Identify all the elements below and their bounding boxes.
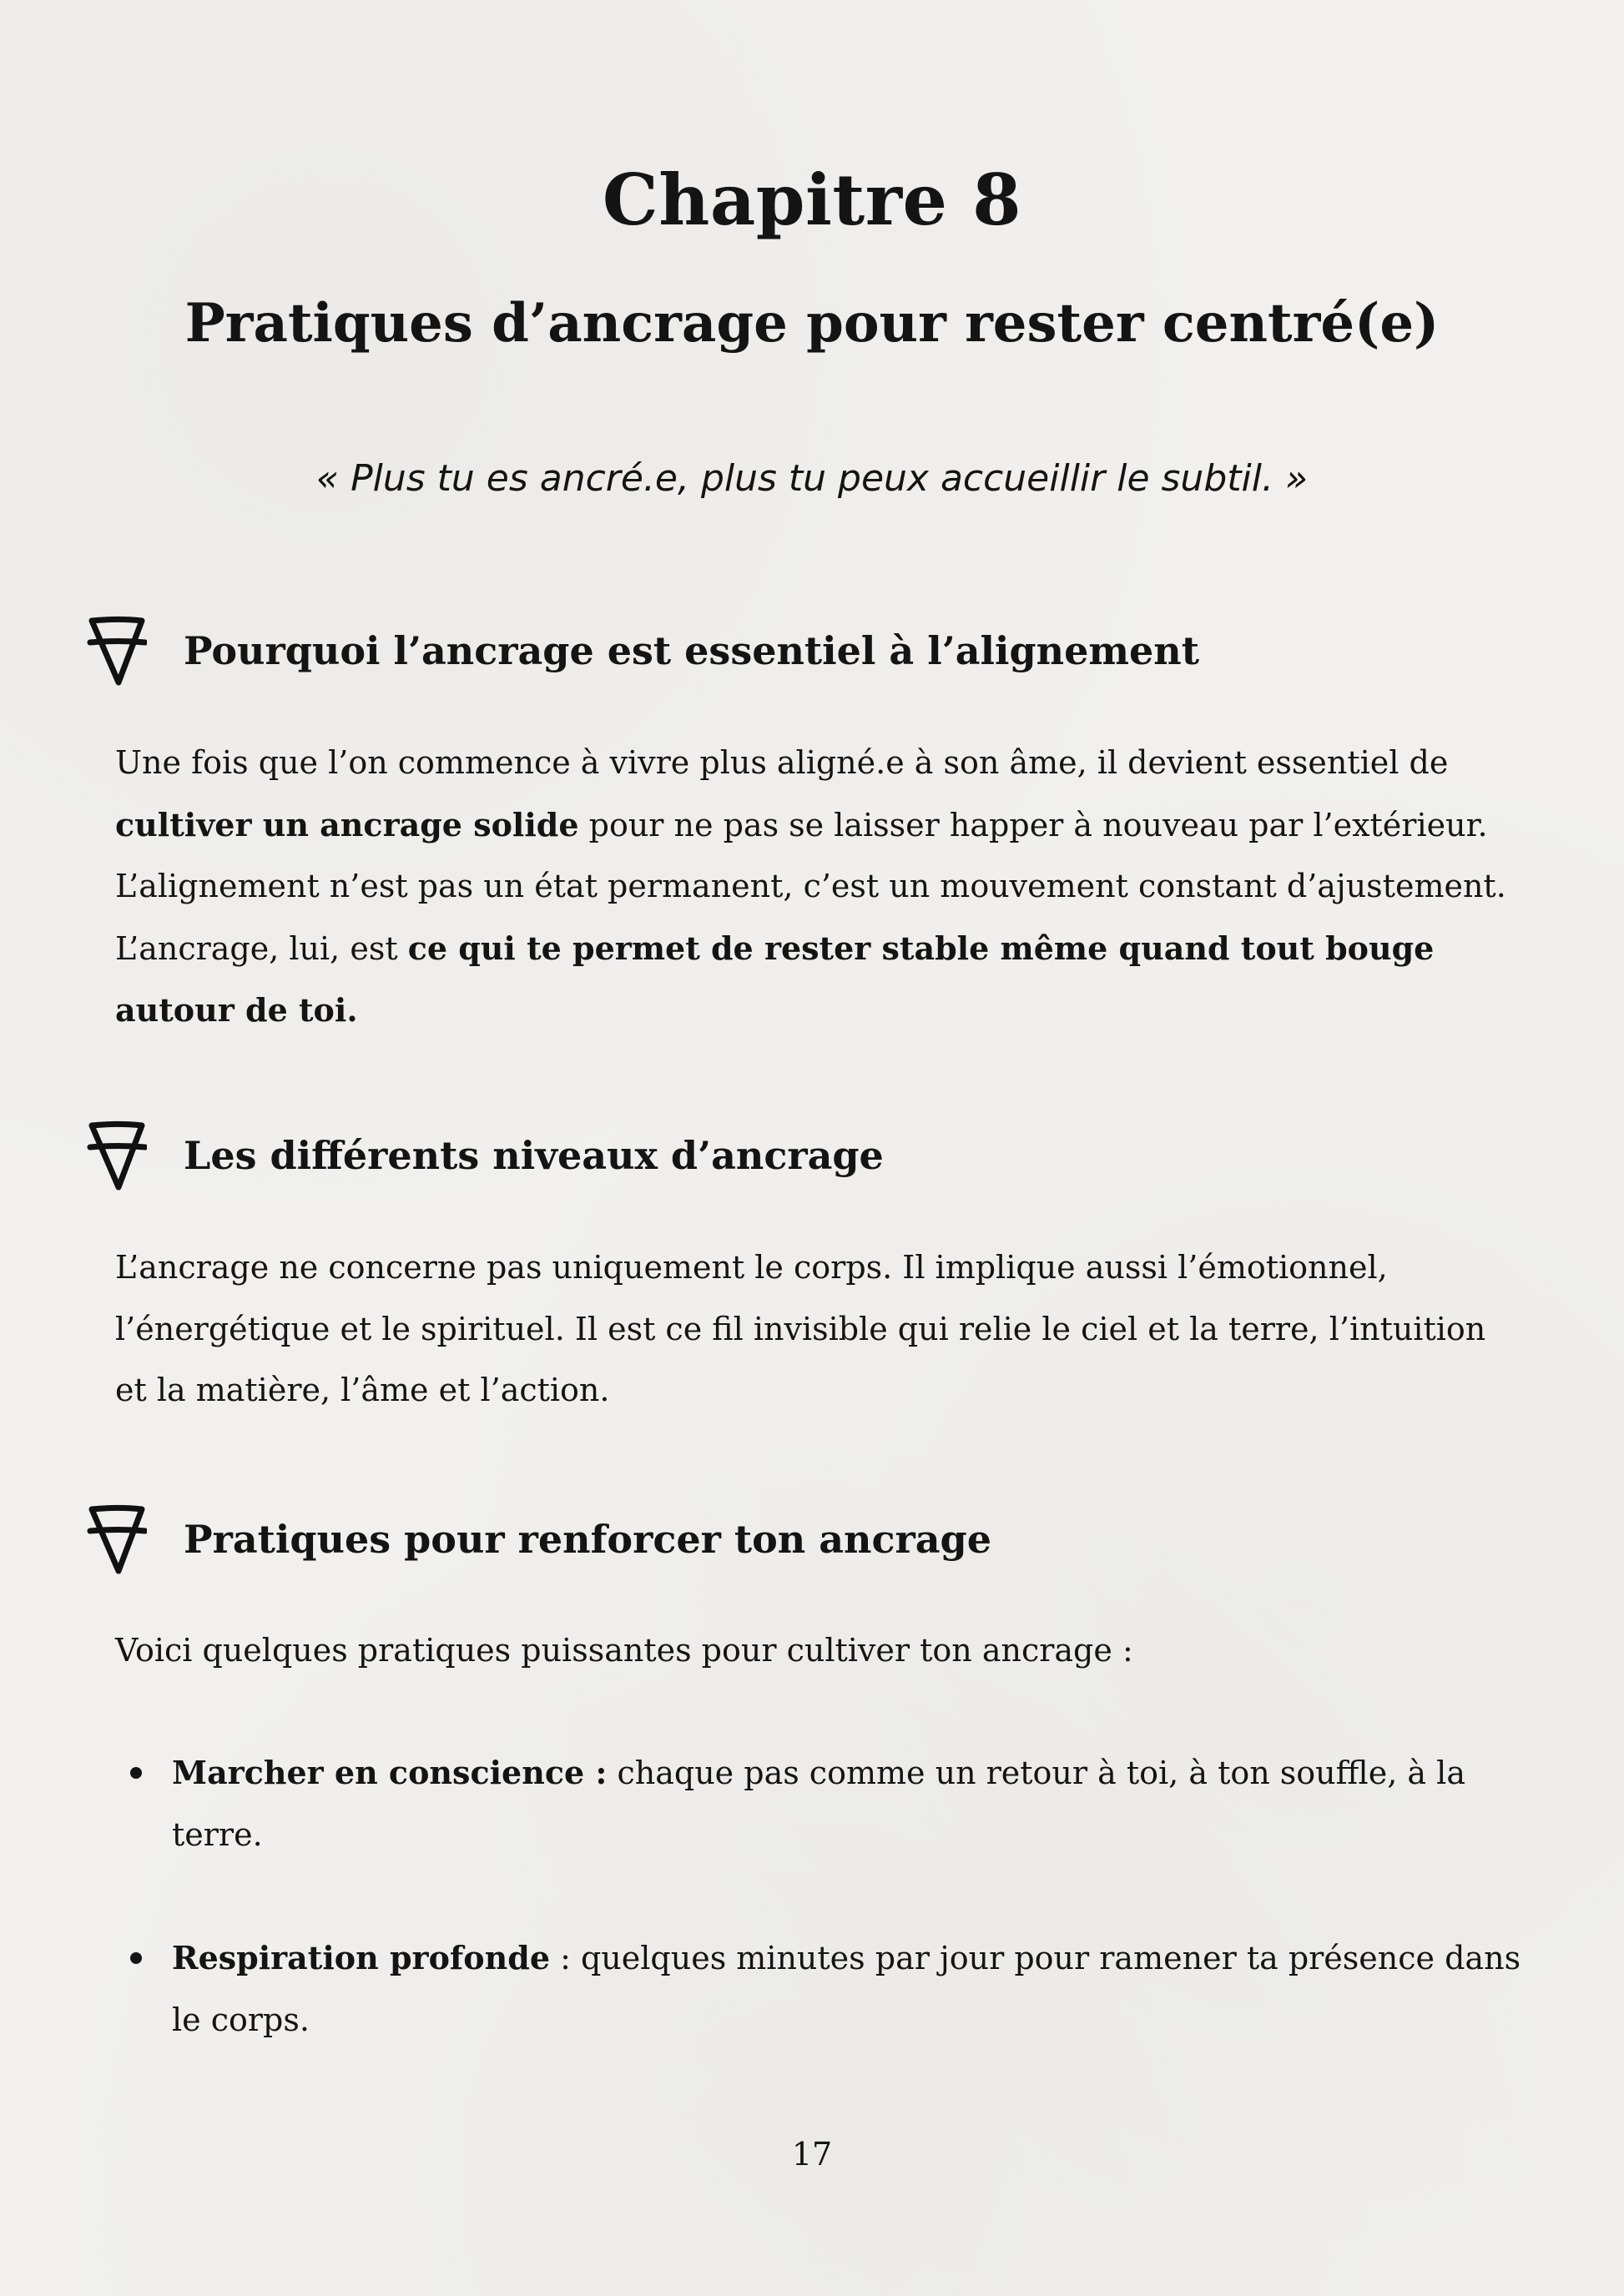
section-heading-2: [87, 1118, 884, 1193]
emphasis: cultiver un ancrage solide: [115, 805, 579, 843]
chapter-quote: « Plus tu es ancré.e, plus tu peux accueillir le subtil. »: [315, 457, 1309, 500]
bullet-icon: [130, 1952, 142, 1964]
list-item: Respiration profonde : quelques minutes par jour pour ramener ta présence dans le corps.: [125, 1927, 1557, 2051]
list-item: Marcher en conscience : chaque pas comme un retour à toi, à ton souffle, à la terre.: [125, 1742, 1557, 1866]
earth-element-icon: [87, 614, 147, 687]
bullet-icon: [130, 1767, 142, 1779]
section-title: Pourquoi l’ancrage est essentiel à l’alignement: [184, 628, 1199, 673]
earth-element-icon: [87, 1503, 147, 1576]
emphasis: ce qui te permet de rester stable même quand tout bouge autour de toi.: [115, 929, 1435, 1029]
section-title: Pratiques pour renforcer ton ancrage: [184, 1517, 991, 1562]
chapter-title: Chapitre 8: [602, 159, 1022, 241]
page-number: 17: [791, 2136, 833, 2173]
section-paragraph-3: Voici quelques pratiques puissantes pour cultiver ton ancrage :: [115, 1632, 1133, 1669]
section-title: Les différents niveaux d’ancrage: [184, 1133, 884, 1178]
earth-element-icon: [87, 1119, 147, 1192]
section-paragraph-1: Une fois que l’on commence à vivre plus aligné.e à son âme, il devient essentiel de cultiver un ancrage solide pour ne pas se laisser happer à nouveau par l’extérieur. L’alignement n’est pas un état permanent, c’est un mouvement constant d’ajustement. L’ancrage, lui, est ce qui te permet de rester stable même quand tout bouge autour de toi.: [115, 744, 1506, 1029]
section-heading-3: [87, 1502, 991, 1577]
chapter-subtitle: Pratiques d’ancrage pour rester centré(e): [184, 292, 1440, 355]
section-paragraph-2: L’ancrage ne concerne pas uniquement le corps. Il implique aussi l’émotionnel, l’énergétique et le spirituel. Il est ce fil invisible qui relie le ciel et la terre, l’intuition et la matière, l’âme et l’action.: [115, 1249, 1486, 1408]
section-heading-1: [87, 613, 1199, 688]
